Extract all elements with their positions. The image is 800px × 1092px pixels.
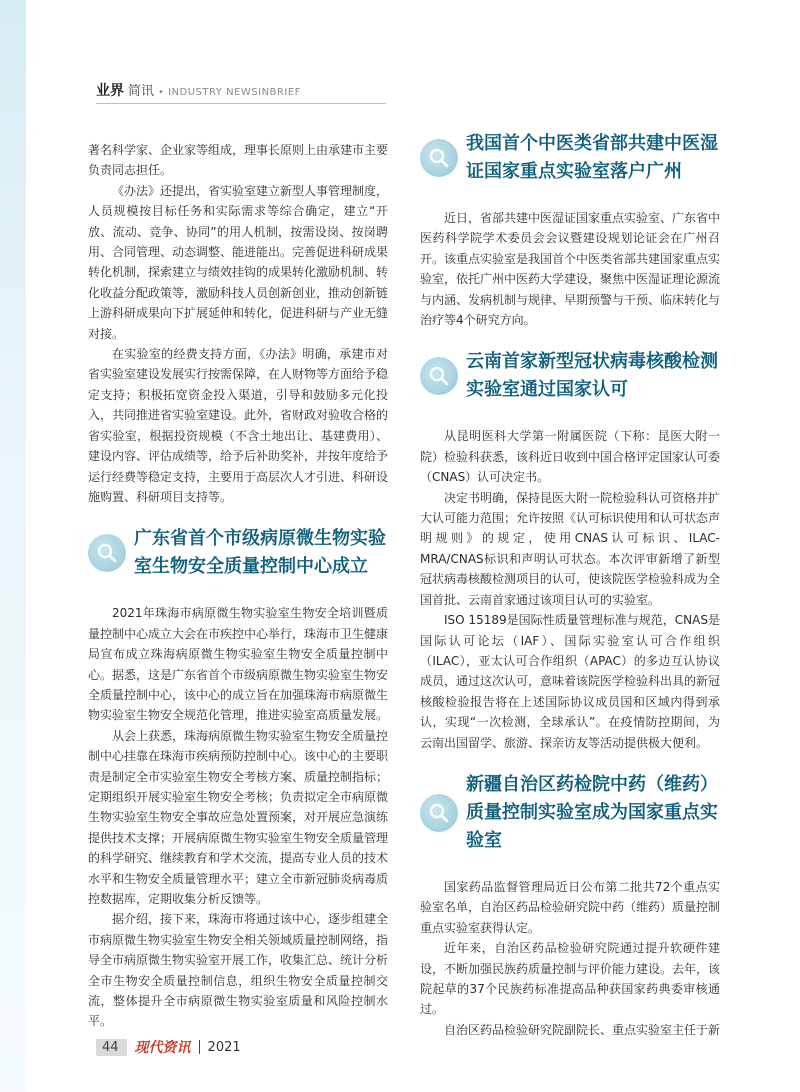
section-heading [420, 771, 720, 855]
side-decoration-bar [0, 0, 26, 1092]
paragraph: 2021年珠海市病原微生物实验室生物安全培训暨质量控制中心成立大会在市疾控中心举行，珠海市卫生健康局宣布成立珠海病原微生物实验室生物安全质量控制中心。据悉，这是广东省首个市级病原微生物实验室生物安全质量控制中心，该中心的成立旨在加强珠海市病原微生物实验室生物安全规范化管理，推进实验室高质量发展。 [88, 606, 389, 723]
magnifier-icon [420, 357, 458, 395]
paragraph: 近日，省部共建中医湿证国家重点实验室、广东省中医药科学院学术委员会会议暨建设规划论证会在广州召开。该重点实验室是我国首个中医类省部共建国家重点实验室，依托广州中医药大学建设，聚焦中医湿证理论源流与内涵、发病机制与规律、早期预警与干预、临床转化与治疗等4个研究方向。 [420, 211, 721, 328]
page-header [96, 80, 301, 100]
paragraph: ISO 15189是国际性质量管理标准与规范，CNAS是国际认可论坛（IAF）、国际实验室认可合作组织（ILAC），亚太认可合作组织（APAC）的多边互认协议成员，通过这次认可，意味着该院医学检验科出具的新冠核酸检验报告将在上述国际协议成员国和区域内得到承认，实现“一次检测，全球承认”。在疫情防控期间，为云南出国留学、旅游、探亲访友等活动提供极大便利。 [420, 613, 721, 750]
paragraph: 国家药品监督管理局近日公布第二批共72个重点实验室名单，自治区药品检验研究院中药（维药）质量控制重点实验室获得认定。 [420, 879, 721, 935]
header-english: • INDUSTRY NEWSINBRIEF [158, 87, 301, 98]
magnifier-icon [88, 534, 126, 572]
paragraph: 从会上获悉，珠海病原微生物实验室生物安全质量控制中心挂靠在珠海市疾病预防控制中心。该中心的主要职责是制定全市实验室生物安全考核方案、质量控制指标；定期组织开展实验室生物安全考核；负责拟定全市病原微生物实验室生物安全事故应急处置预案，对开展应急演练提供技术支撑；开展病原微生物实验室生物安全质量管理的科学研究、继续教育和学术交流，提高专业人员的技术水平和生物安全质量管理水平；建立全市新冠肺炎病毒质控数据库，定期收集分析反馈等。 [88, 728, 389, 906]
section-title: 广东省首个市级病原微生物实验室生物安全质量控制中心成立 [134, 528, 386, 578]
paragraph: 在实验室的经费支持方面，《办法》明确，承建市对省实验室建设发展实行按需保障，在人财物等方面给予稳定支持；积极拓宽资金投入渠道，引导和鼓励多元化投入，共同推进省实验室建设。此外，省财政对验收合格的省实验室，根据投资规模（不含土地出让、基建费用）、建设内容、评估成绩等，给予后补助奖补，并按年度给予运行经费等稳定支持，主要用于高层次人才引进、科研设施购置、科研项目支持等。 [88, 347, 389, 504]
magazine-name: 现代资讯 [134, 1040, 191, 1056]
magnifier-icon [420, 794, 458, 832]
paragraph: 据介绍，接下来，珠海市将通过该中心，逐步组建全市病原微生物实验室生物安全相关领域质量控制网络，指导全市病原微生物实验室开展工作，收集汇总、统计分析全市生物安全质量控制信息，组织生物安全质量控制交流，整体提升全市病原微生物实验室质量和风险控制水平。 [88, 912, 389, 1029]
left-column [88, 140, 388, 1032]
header-section: 简讯 [128, 84, 155, 99]
paragraph: 著名科学家、企业家等组成，理事长原则上由承建市主要负责同志担任。 [88, 143, 389, 178]
page-number: 44 [96, 1039, 127, 1056]
section-heading [420, 130, 720, 186]
page-footer [96, 1037, 241, 1057]
paragraph: 近年来，自治区药品检验研究院通过提升软硬件建设，不断加强民族药质量控制与评价能力建设。去年，该院起草的37个民族药标准提高品种获国家药典委审核通过。 [420, 941, 721, 1017]
issue-year: 2021 [207, 1039, 241, 1055]
paragraph: 从昆明医科大学第一附属医院（下称：昆医大附一院）检验科获悉，该科近日收到中国合格评定国家认可委（CNAS）认可决定书。 [420, 429, 721, 485]
paragraph: 《办法》还提出，省实验室建立新型人事管理制度，人员规模按目标任务和实际需求等综合确定，建立“开放、流动、竞争、协同”的用人机制，按需设岗、按岗聘用、合同管理、动态调整、能进能出。完善促进科研成果转化机制，探索建立与绩效挂钩的成果转化激励机制、转化收益分配政策等，激励科技人员创新创业，推动创新链上游科研成果向下扩展延伸和转化，促进科研与产业无缝对接。 [88, 183, 389, 341]
header-divider [96, 103, 386, 104]
header-brand: 业界 [96, 83, 124, 99]
section-title: 我国首个中医类省部共建中医湿证国家重点实验室落户广州 [466, 133, 718, 182]
magnifier-icon [420, 139, 458, 177]
section-title: 云南首家新型冠状病毒核酸检测实验室通过国家认可 [466, 351, 718, 401]
section-heading [420, 348, 720, 404]
right-column [420, 130, 720, 1040]
paragraph: 决定书明确，保持昆医大附一院检验科认可资格并扩大认可能力范围；允许按照《认可标识使用和认可状态声明规则》的规定，使用CNAS认可标识、ILAC-MRA/CNAS标识和声明认可状态。本次评审新增了新型冠状病毒核酸检测项目的认可，使该院医学检验科成为全国首批、云南首家通过该项目认可的实验室。 [420, 490, 721, 607]
footer-divider [199, 1040, 200, 1054]
paragraph: 自治区药品检验研究院副院长、重点实验室主任于新 [444, 1022, 721, 1037]
section-heading [88, 525, 388, 581]
section-title: 新疆自治区药检院中药（维药）质量控制实验室成为国家重点实验室 [466, 773, 718, 851]
